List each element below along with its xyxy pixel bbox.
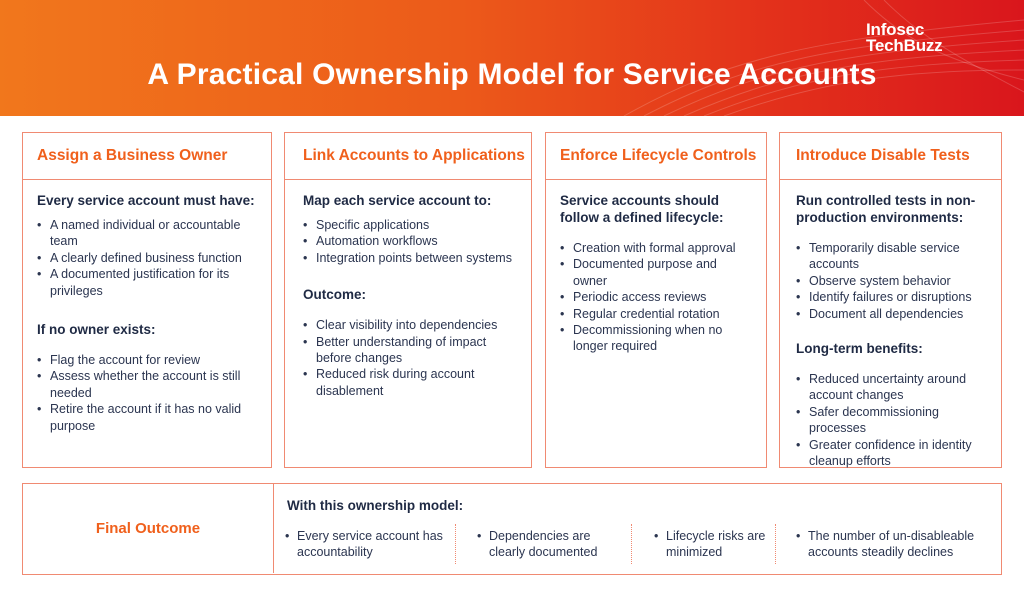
card-subtitle: Every service account must have: [37, 193, 255, 208]
list-item: • Observe system behavior [796, 273, 989, 289]
bullet-list [796, 240, 989, 322]
card-subtitle: Run controlled tests in non-production environments: [796, 193, 976, 225]
logo-line-1: Infosec [866, 20, 925, 39]
list-item: • Creation with formal approval [560, 240, 754, 256]
list-item: • Periodic access reviews [560, 289, 754, 305]
bullet-list [37, 217, 259, 299]
list-item: • Assess whether the account is still needed [37, 368, 259, 401]
card-subtitle: Long-term benefits: [796, 341, 923, 357]
card-disable-tests [779, 132, 1002, 468]
card-link-applications [284, 132, 532, 468]
logo-line-2: TechBuzz [866, 36, 943, 55]
card-lifecycle-controls [545, 132, 767, 468]
list-item: • Safer decommissioning processes [796, 404, 989, 437]
final-outcome-label: Final Outcome [23, 484, 274, 573]
final-outcome-item: • The number of un-disableable accounts steadily declines [796, 528, 998, 561]
list-item: • A documented justification for its privileges [37, 266, 259, 299]
list-item: • Reduced uncertainty around account changes [796, 371, 989, 404]
list-item: • Decommissioning when no longer required [560, 322, 754, 355]
page-title: A Practical Ownership Model for Service Accounts [147, 58, 877, 91]
card-title: Introduce Disable Tests [780, 133, 1001, 180]
list-item: • Retire the account if it has no valid purpose [37, 401, 259, 434]
list-item: • A clearly defined business function [37, 250, 259, 266]
card-title: Enforce Lifecycle Controls [546, 133, 766, 180]
bullet-list [37, 352, 259, 434]
list-item: • Integration points between systems [303, 250, 519, 266]
final-outcome-intro: With this ownership model: [287, 498, 464, 513]
list-item: • Regular credential rotation [560, 306, 754, 322]
list-item: • Specific applications [303, 217, 519, 233]
final-outcome-panel [22, 483, 1002, 575]
list-item: • Temporarily disable service accounts [796, 240, 989, 273]
bullet-list [303, 317, 519, 399]
list-item: • Identify failures or disruptions [796, 289, 989, 305]
list-item: • Clear visibility into dependencies [303, 317, 519, 333]
list-item: • Reduced risk during account disablement [303, 366, 519, 399]
brand-logo [866, 22, 942, 54]
bullet-list [796, 371, 989, 469]
dotted-divider [775, 524, 776, 564]
list-item: • Documented purpose and owner [560, 256, 754, 289]
card-title: Link Accounts to Applications [285, 133, 531, 180]
card-assign-owner [22, 132, 272, 468]
list-item: • Greater confidence in identity cleanup efforts [796, 437, 989, 470]
dotted-divider [631, 524, 632, 564]
card-subtitle: Map each service account to: [303, 193, 492, 208]
dotted-divider [455, 524, 456, 564]
list-item: • Document all dependencies [796, 306, 989, 322]
final-outcome-item: • Dependencies are clearly documented [477, 528, 629, 561]
list-item: • Automation workflows [303, 233, 519, 249]
bullet-list [303, 217, 519, 266]
bullet-list [560, 240, 754, 355]
card-subtitle: If no owner exists: [37, 322, 156, 338]
card-title: Assign a Business Owner [23, 133, 271, 180]
header-banner [0, 0, 1024, 116]
final-outcome-item: • Lifecycle risks are minimized [654, 528, 776, 561]
list-item: • Flag the account for review [37, 352, 259, 368]
final-outcome-item: • Every service account has accountability [285, 528, 447, 561]
list-item: • A named individual or accountable team [37, 217, 259, 250]
card-subtitle: Outcome: [303, 287, 367, 303]
card-subtitle: Service accounts should follow a defined lifecycle: [560, 193, 724, 225]
list-item: • Better understanding of impact before changes [303, 334, 519, 367]
